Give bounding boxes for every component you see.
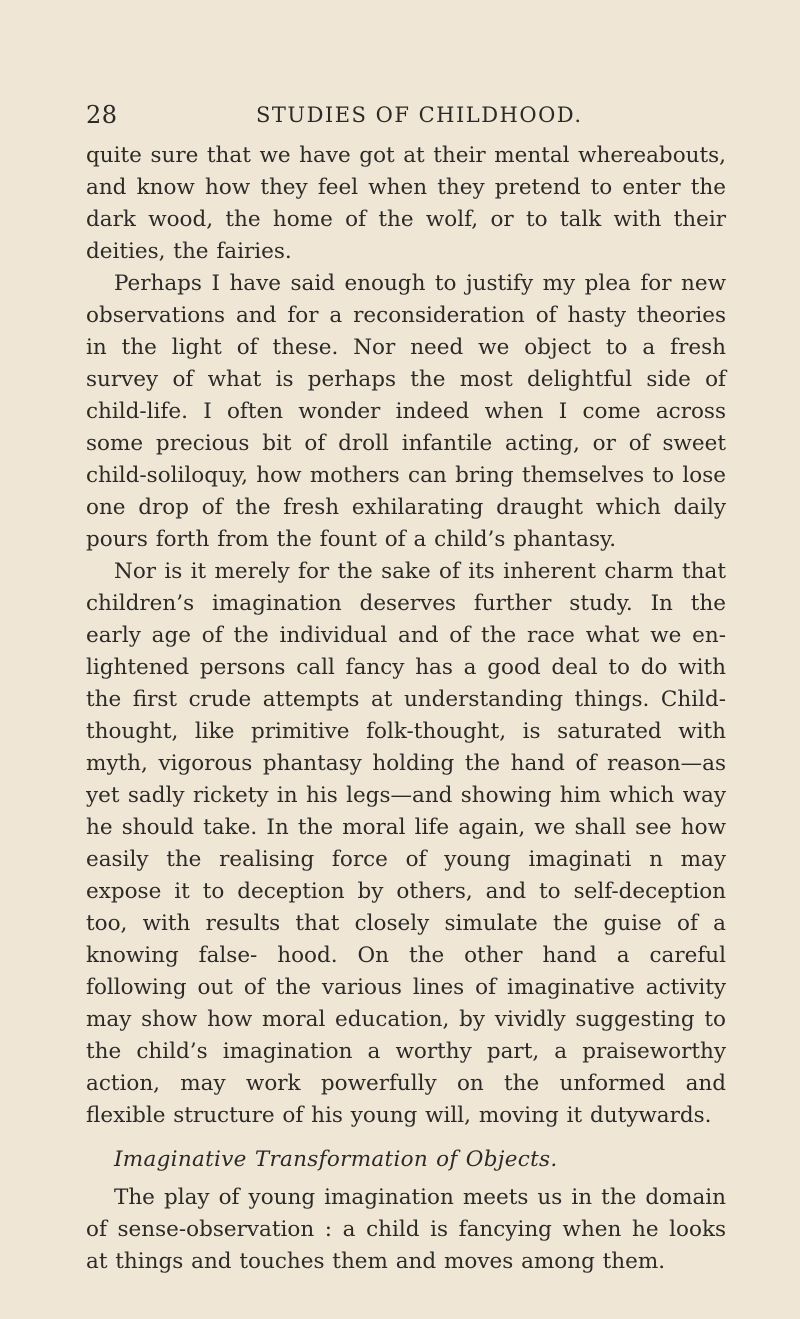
paragraph-continuation: quite sure that we have got at their mental whereabouts, and know how they feel when they pretend to enter the dark wood, the home of the wolf, or to talk with their deities, the fairies.	[86, 143, 726, 264]
paragraph-imagination-study: Nor is it merely for the sake of its inherent charm that children’s imagination deserves further study. In the early age of the individual and of the race what we en- lightened persons call fancy has a good deal to do with the first crude attempts at understanding things. Child- thought, like primitive folk-thought, is saturated with myth, vigorous phantasy holding the hand of reason—as yet sadly rickety in his legs—and showing him which way he should take. In the moral life again, we shall see how easily the realising force of young imaginati n may expose it to deception by others, and to self-deception too, with results that closely simulate the guise of a knowing false- hood. On the other hand a careful following out of the various lines of imaginative activity may show how moral education, by vividly suggesting to the child’s imagination a worthy part, a praiseworthy action, may work powerfully on the unformed and flexible structure of his young will, moving it dutywards.	[86, 559, 726, 1128]
paragraph-play: The play of young imagination meets us in the domain of sense-observation : a child is fancying when he looks at things and touches them and moves among them.	[86, 1185, 726, 1274]
paragraph-plea: Perhaps I have said enough to justify my plea for new observations and for a reconsideration of hasty theories in the light of these. Nor need we object to a fresh survey of what is perhaps the most delightful side of child-life. I often wonder indeed when I come across some precious bit of droll infantile acting, or of sweet child-soliloquy, how mothers can bring themselves to lose one drop of the fresh exhilarating draught which daily pours forth from the fount of a child’s phantasy.	[86, 271, 726, 552]
running-head: STUDIES OF CHILDHOOD.	[256, 103, 583, 127]
body-text	[86, 140, 726, 1278]
section-heading: Imaginative Transformation of Objects.	[114, 1147, 558, 1172]
page-header	[86, 101, 726, 131]
page-number: 28	[86, 101, 118, 129]
